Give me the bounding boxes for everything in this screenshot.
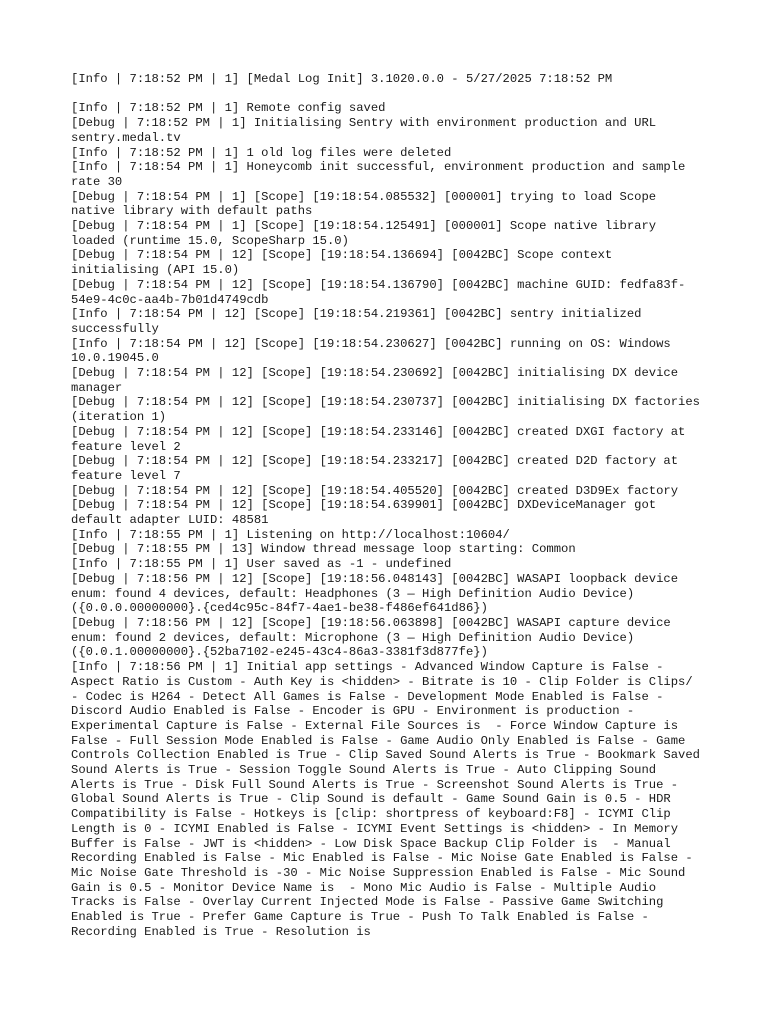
log-line: [Debug | 7:18:52 PM | 1] Initialising Sentry with environment production and URL sentry.medal.tv xyxy=(71,116,664,145)
log-line: [Info | 7:18:56 PM | 1] Initial app settings - Advanced Window Capture is False - Aspect Ratio is Custom - Auth Key is <hidden> - Bitrate is 10 - Clip Folder is Clips/ - Codec is H264 - Detect All Games is False - Development Mode Enabled is False - Discord Audio Enabled is False - Encoder is GPU - Environment is production - Experimental Capture is False - External File Sources is - Force Window Capture is False - Full Session Mode Enabled is False - Game Audio Only Enabled is False - Game Controls Collection Enabled is True - Clip Saved Sound Alerts is True - Bookmark Saved Sound Alerts is True - Session Toggle Sound Alerts is True - Auto Clipping Sound Alerts is True - Disk Full Sound Alerts is True - Screenshot Sound Alerts is True - Global Sound Alerts is True - Clip Sound is default - Game Sound Gain is 0.5 - HDR Compatibility is False - Hotkeys is [clip: shortpress of keyboard:F8] - ICYMI Clip Length is 0 - ICYMI Enabled is False - ICYMI Event Settings is <hidden> - In Memory Buffer is False - JWT is <hidden> - Low Disk Space Backup Clip Folder is - Manual Recording Enabled is False - Mic Enabled is False - Mic Noise Gate Enabled is False - Mic Noise Gate Threshold is -30 - Mic Noise Suppression Enabled is False - Mic Sound Gain is 0.5 - Monitor Device Name is - Mono Mic Audio is False - Multiple Audio Tracks is False - Overlay Current Injected Mode is False - Passive Game Switching Enabled is True - Prefer Game Capture is True - Push To Talk Enabled is False - Recording Enabled is True - Resolution is xyxy=(71,660,708,939)
log-line: [Debug | 7:18:54 PM | 12] [Scope] [19:18:54.639901] [0042BC] DXDeviceManager got default adapter LUID: 48581 xyxy=(71,498,664,528)
log-document xyxy=(71,72,708,939)
log-line: [Debug | 7:18:56 PM | 12] [Scope] [19:18:56.048143] [0042BC] WASAPI loopback device enum: found 4 devices, default: Headphones (3 — High Definition Audio Device) ({0.0.0.00000000}.{ced4c95c-84f7-4ae1-be38-f486ef641d86}) xyxy=(71,571,686,616)
log-header-line: [Info | 7:18:52 PM | 1] [Medal Log Init] 3.1020.0.0 - 5/27/2025 7:18:52 PM xyxy=(71,72,613,86)
log-line: [Debug | 7:18:54 PM | 1] [Scope] [19:18:54.125491] [000001] Scope native library loaded (runtime 15.0, ScopeSharp 15.0) xyxy=(71,219,664,248)
blank-line xyxy=(71,87,701,102)
log-line: [Debug | 7:18:54 PM | 12] [Scope] [19:18:54.230737] [0042BC] initialising DX factories (iteration 1) xyxy=(71,395,708,425)
log-line: [Debug | 7:18:54 PM | 12] [Scope] [19:18:54.405520] [0042BC] created D3D9Ex factory xyxy=(71,483,679,498)
log-line: [Info | 7:18:52 PM | 1] Remote config saved xyxy=(71,101,386,116)
log-line: [Info | 7:18:54 PM | 12] [Scope] [19:18:54.230627] [0042BC] running on OS: Windows 10.0.19045.0 xyxy=(71,336,679,366)
log-line: [Debug | 7:18:54 PM | 12] [Scope] [19:18:54.136694] [0042BC] Scope context initialising (API 15.0) xyxy=(71,248,620,278)
log-line: [Info | 7:18:54 PM | 12] [Scope] [19:18:54.219361] [0042BC] sentry initialized successfully xyxy=(71,307,649,336)
log-line: [Info | 7:18:52 PM | 1] 1 old log files were deleted xyxy=(71,145,452,160)
log-line: [Info | 7:18:55 PM | 1] User saved as -1 - undefined xyxy=(71,557,452,572)
log-line: [Debug | 7:18:54 PM | 1] [Scope] [19:18:54.085532] [000001] trying to load Scope native library with default paths xyxy=(71,189,664,219)
log-line: [Debug | 7:18:55 PM | 13] Window thread message loop starting: Common xyxy=(71,542,576,557)
log-line: [Debug | 7:18:54 PM | 12] [Scope] [19:18:54.230692] [0042BC] initialising DX device manager xyxy=(71,366,686,395)
log-line: [Info | 7:18:55 PM | 1] Listening on http://localhost:10604/ xyxy=(71,527,510,542)
log-line: [Debug | 7:18:54 PM | 12] [Scope] [19:18:54.233146] [0042BC] created DXGI factory at feature level 2 xyxy=(71,424,693,454)
log-line: [Debug | 7:18:54 PM | 12] [Scope] [19:18:54.233217] [0042BC] created D2D factory at feature level 7 xyxy=(71,454,686,483)
log-line: [Debug | 7:18:54 PM | 12] [Scope] [19:18:54.136790] [0042BC] machine GUID: fedfa83f-54e9-4c0c-aa4b-7b01d4749cdb xyxy=(71,277,686,307)
log-line: [Debug | 7:18:56 PM | 12] [Scope] [19:18:56.063898] [0042BC] WASAPI capture device enum: found 2 devices, default: Microphone (3 — High Definition Audio Device) ({0.0.1.00000000}.{52ba7102-e245-43c4-86a3-3381f3d877fe}) xyxy=(71,616,679,660)
log-line: [Info | 7:18:54 PM | 1] Honeycomb init successful, environment production and sample rate 30 xyxy=(71,160,693,189)
